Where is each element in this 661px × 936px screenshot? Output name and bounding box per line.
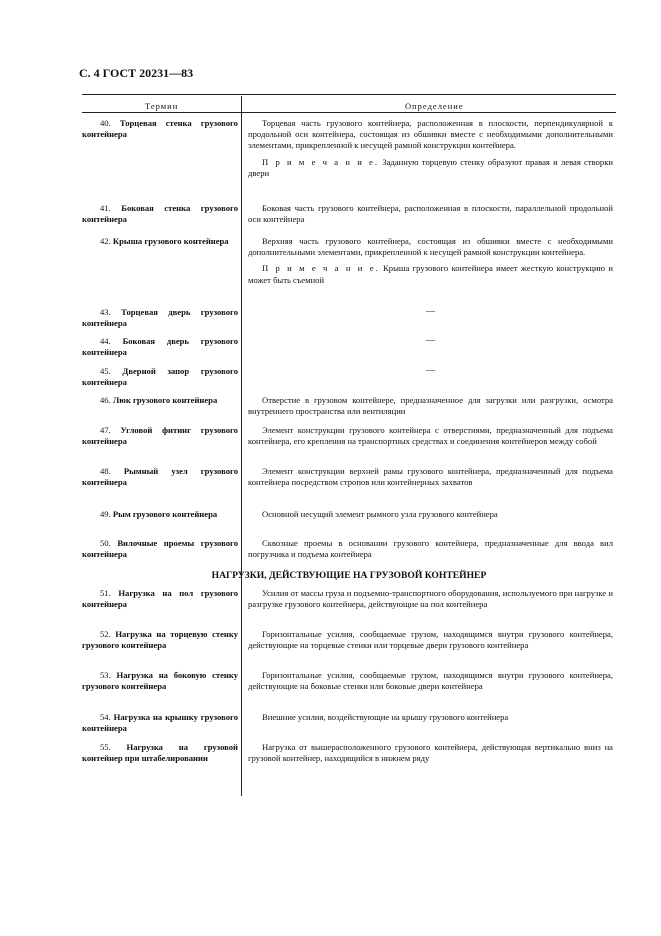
term-number: 46. bbox=[100, 395, 111, 405]
definition-52 bbox=[248, 629, 613, 651]
definition-40 bbox=[248, 118, 613, 179]
term-55 bbox=[82, 742, 238, 764]
definition-text: Усилия от массы груза и подъемно-транспортного оборудования, используемого при нагрузке и разгрузке грузового контейнера, действующие на пол контейнера bbox=[248, 588, 613, 610]
term-title: Боковая стенка грузового контейнера bbox=[82, 203, 238, 224]
term-41 bbox=[82, 203, 238, 225]
definition-44: — bbox=[426, 335, 435, 345]
term-title: Крыша грузового контейнера bbox=[112, 236, 229, 246]
definition-49 bbox=[248, 509, 613, 520]
definition-46 bbox=[248, 395, 613, 417]
term-54 bbox=[82, 712, 238, 734]
term-number: 43. bbox=[100, 307, 111, 317]
section-heading: НАГРУЗКИ, ДЕЙСТВУЮЩИЕ НА ГРУЗОВОЙ КОНТЕЙНЕР bbox=[211, 570, 487, 581]
definition-48 bbox=[248, 466, 613, 488]
term-46 bbox=[82, 395, 238, 406]
term-47 bbox=[82, 425, 238, 447]
term-number: 53. bbox=[100, 670, 111, 680]
definition-text: Элемент конструкции верхней рамы грузового контейнера, предназначенный для подъема контейнера посредством стропов или контейнерных захватов bbox=[248, 466, 613, 488]
term-49 bbox=[82, 509, 238, 520]
term-title: Нагрузка на пол грузового контейнера bbox=[82, 588, 238, 609]
table-header-rule bbox=[82, 112, 616, 113]
definition-41 bbox=[248, 203, 613, 225]
definition-text: Нагрузка от вышерасположенного грузового контейнера, действующая вертикально вниз на грузовой контейнер, находящийся в нижнем ряду bbox=[248, 742, 613, 764]
term-title: Боковая дверь грузового контейнера bbox=[82, 336, 238, 357]
term-title: Нагрузка на торцевую стенку грузового контейнера bbox=[82, 629, 238, 650]
term-number: 50. bbox=[100, 538, 111, 548]
term-number: 44. bbox=[100, 336, 111, 346]
term-title: Люк грузового контейнера bbox=[112, 395, 218, 405]
definition-text: Боковая часть грузового контейнера, расположенная в плоскости, параллельной продольной оси контейнера bbox=[248, 203, 613, 225]
definition-45: — bbox=[426, 365, 435, 375]
term-title: Рымный узел грузового контейнера bbox=[82, 466, 238, 487]
term-number: 55. bbox=[100, 742, 111, 752]
term-title: Торцевая стенка грузового контейнера bbox=[82, 118, 238, 139]
term-number: 51. bbox=[100, 588, 111, 598]
term-title: Рым грузового контейнера bbox=[112, 509, 218, 519]
term-title: Дверной запор грузового контейнера bbox=[82, 366, 238, 387]
definition-text: Элемент конструкции грузового контейнера с отверстиями, предназначенный для подъема контейнера, его крепления на транспортных средствах и соединения контейнеров между собой bbox=[248, 425, 613, 447]
term-number: 48. bbox=[100, 466, 111, 476]
definition-text: Основной несущий элемент рымного узла грузового контейнера bbox=[262, 509, 498, 519]
definition-51 bbox=[248, 588, 613, 610]
term-number: 47. bbox=[100, 425, 111, 435]
term-43 bbox=[82, 307, 238, 329]
term-number: 52. bbox=[100, 629, 111, 639]
term-title: Вилочные проемы грузового контейнера bbox=[82, 538, 238, 559]
term-number: 42. bbox=[100, 236, 111, 246]
definition-53 bbox=[248, 670, 613, 692]
term-number: 49. bbox=[100, 509, 111, 519]
definition-42 bbox=[248, 236, 613, 286]
term-number: 45. bbox=[100, 366, 111, 376]
term-50 bbox=[82, 538, 238, 560]
term-title: Нагрузка на грузовой контейнер при штабелировании bbox=[82, 742, 238, 763]
term-number: 54. bbox=[100, 712, 111, 722]
page-title: С. 4 ГОСТ 20231—83 bbox=[79, 66, 194, 80]
term-40 bbox=[82, 118, 238, 140]
term-number: 41. bbox=[100, 203, 111, 213]
note-text: Крыша грузового контейнера имеет жесткую конструкцию и может быть съемной bbox=[248, 263, 613, 285]
term-52 bbox=[82, 629, 238, 651]
column-header-term: Термин bbox=[145, 101, 179, 111]
column-header-definition: Определение bbox=[405, 101, 464, 111]
term-51 bbox=[82, 588, 238, 610]
definition-55 bbox=[248, 742, 613, 764]
definition-text: Горизонтальные усилия, сообщаемые грузом, находящимся внутри грузового контейнера, действующие на торцевые стенки или торцевые двери грузового контейнера bbox=[248, 629, 613, 651]
note-label: П р и м е ч а н и е. bbox=[262, 263, 380, 274]
term-44 bbox=[82, 336, 238, 358]
note-label: П р и м е ч а н и е. bbox=[262, 156, 380, 167]
term-number: 40. bbox=[100, 118, 111, 128]
term-42 bbox=[82, 236, 238, 247]
definition-50 bbox=[248, 538, 613, 560]
term-title: Торцевая дверь грузового контейнера bbox=[82, 307, 238, 328]
definition-43: — bbox=[426, 306, 435, 316]
column-divider bbox=[241, 96, 242, 796]
term-title: Нагрузка на крышку грузового контейнера bbox=[82, 712, 238, 733]
definition-text: Отверстие в грузовом контейнере, предназначенное для загрузки или разгрузки, осмотра внутреннего пространства или вентиляции bbox=[248, 395, 613, 417]
definition-54 bbox=[248, 712, 613, 723]
term-53 bbox=[82, 670, 238, 692]
term-48 bbox=[82, 466, 238, 488]
table-top-rule bbox=[82, 94, 616, 95]
term-title: Нагрузка на боковую стенку грузового контейнера bbox=[82, 670, 238, 691]
definition-text: Внешние усилия, воздействующие на крышу грузового контейнера bbox=[262, 712, 509, 722]
definition-text: Сквозные проемы в основании грузового контейнера, предназначенные для ввода вил погрузчика и подъема контейнера bbox=[248, 538, 613, 560]
term-45 bbox=[82, 366, 238, 388]
term-title: Угловой фитинг грузового контейнера bbox=[82, 425, 238, 446]
definition-text: Верхняя часть грузового контейнера, состоящая из обшивки вместе с необходимыми дополнительными элементами, прикрепленной к несущей рамной конструкции контейнера. bbox=[248, 236, 613, 258]
definition-text: Торцевая часть грузового контейнера, расположенная в плоскости, перпендикулярной к продольной оси контейнера, состоящая из обшивки вместе с необходимыми дополнительными элементами, прикрепленной к несущей рамной конструкции контейнера. bbox=[248, 118, 613, 151]
definition-text: Горизонтальные усилия, сообщаемые грузом, находящимся внутри грузового контейнера, действующие на боковые стенки или боковые двери контейнера bbox=[248, 670, 613, 692]
definition-47 bbox=[248, 425, 613, 447]
note-text: Заданную торцевую стенку образуют правая и левая створки двери bbox=[248, 156, 613, 178]
